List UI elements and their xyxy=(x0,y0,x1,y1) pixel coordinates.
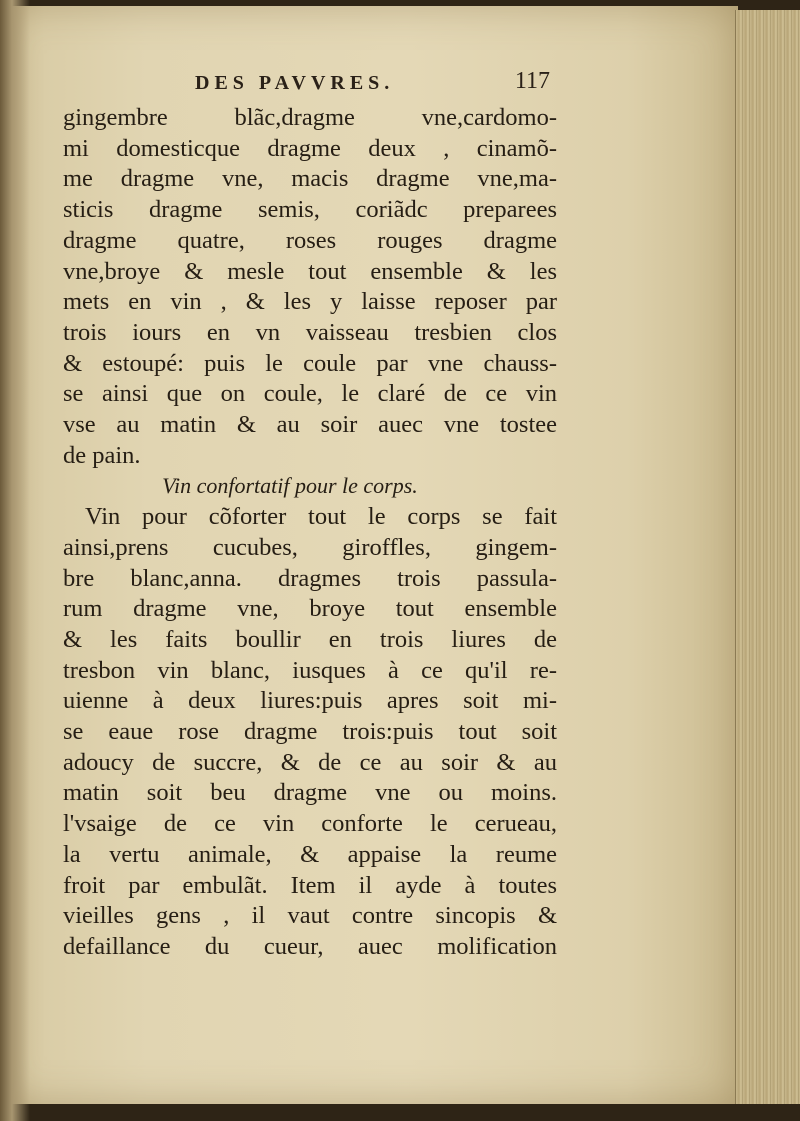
text-line: froit par embulãt. Item il ayde à toutes xyxy=(63,871,557,899)
binding-gutter xyxy=(0,0,30,1121)
text-line: ainsi,prens cucubes, giroffles, gingem- xyxy=(63,533,557,561)
text-line: gingembre blãc,dragme vne,cardomo- xyxy=(63,104,557,131)
text-line: trois iours en vn vaisseau tresbien clos xyxy=(63,318,557,346)
text-line: & les faits boullir en trois liures de xyxy=(63,625,557,653)
text-line: vse au matin & au soir auec vne tostee xyxy=(63,411,557,439)
text-line: matin soit beu dragme vne ou moins. xyxy=(63,779,557,807)
text-line: se eaue rose dragme trois:puis tout soit xyxy=(63,718,557,746)
text-line: la vertu animale, & appaise la reume xyxy=(63,840,557,868)
section-heading: Vin confortatif pour le corps. xyxy=(162,473,418,499)
text-line: vne,broye & mesle tout ensemble & les xyxy=(63,257,557,285)
body-text xyxy=(63,103,557,963)
text-line: & estoupé: puis le coule par vne chauss- xyxy=(63,349,557,377)
text-line: me dragme vne, macis dragme vne,ma- xyxy=(63,165,557,193)
text-line: rum dragme vne, broye tout ensemble xyxy=(63,595,557,623)
running-title: DES PAVVRES. xyxy=(195,72,395,94)
text-line: bre blanc,anna. dragmes trois passula- xyxy=(63,564,557,592)
text-line: defaillance du cueur, auec molification xyxy=(63,932,557,960)
text-line: mets en vin , & les y laisse reposer par xyxy=(63,288,557,316)
text-line: de pain. xyxy=(63,441,141,469)
text-line: dragme quatre, roses rouges dragme xyxy=(63,226,557,254)
text-line: tresbon vin blanc, iusques à ce qu'il re- xyxy=(63,656,557,684)
text-line: vieilles gens , il vaut contre sincopis & xyxy=(63,902,557,930)
page-number: 117 xyxy=(514,68,550,94)
text-line: l'vsaige de ce vin conforte le cerueau, xyxy=(63,810,557,838)
text-line: mi domesticque dragme deux , cinamõ- xyxy=(63,134,557,162)
text-line: se ainsi que on coule, le claré de ce vin xyxy=(63,380,557,408)
text-line: adoucy de succre, & de ce au soir & au xyxy=(63,748,557,776)
text-line: uienne à deux liures:puis apres soit mi- xyxy=(63,687,557,715)
text-line: Vin pour cõforter tout le corps se fait xyxy=(85,503,557,531)
page-edges xyxy=(735,10,800,1104)
text-line: sticis dragme semis, coriãdc preparees xyxy=(63,196,557,224)
